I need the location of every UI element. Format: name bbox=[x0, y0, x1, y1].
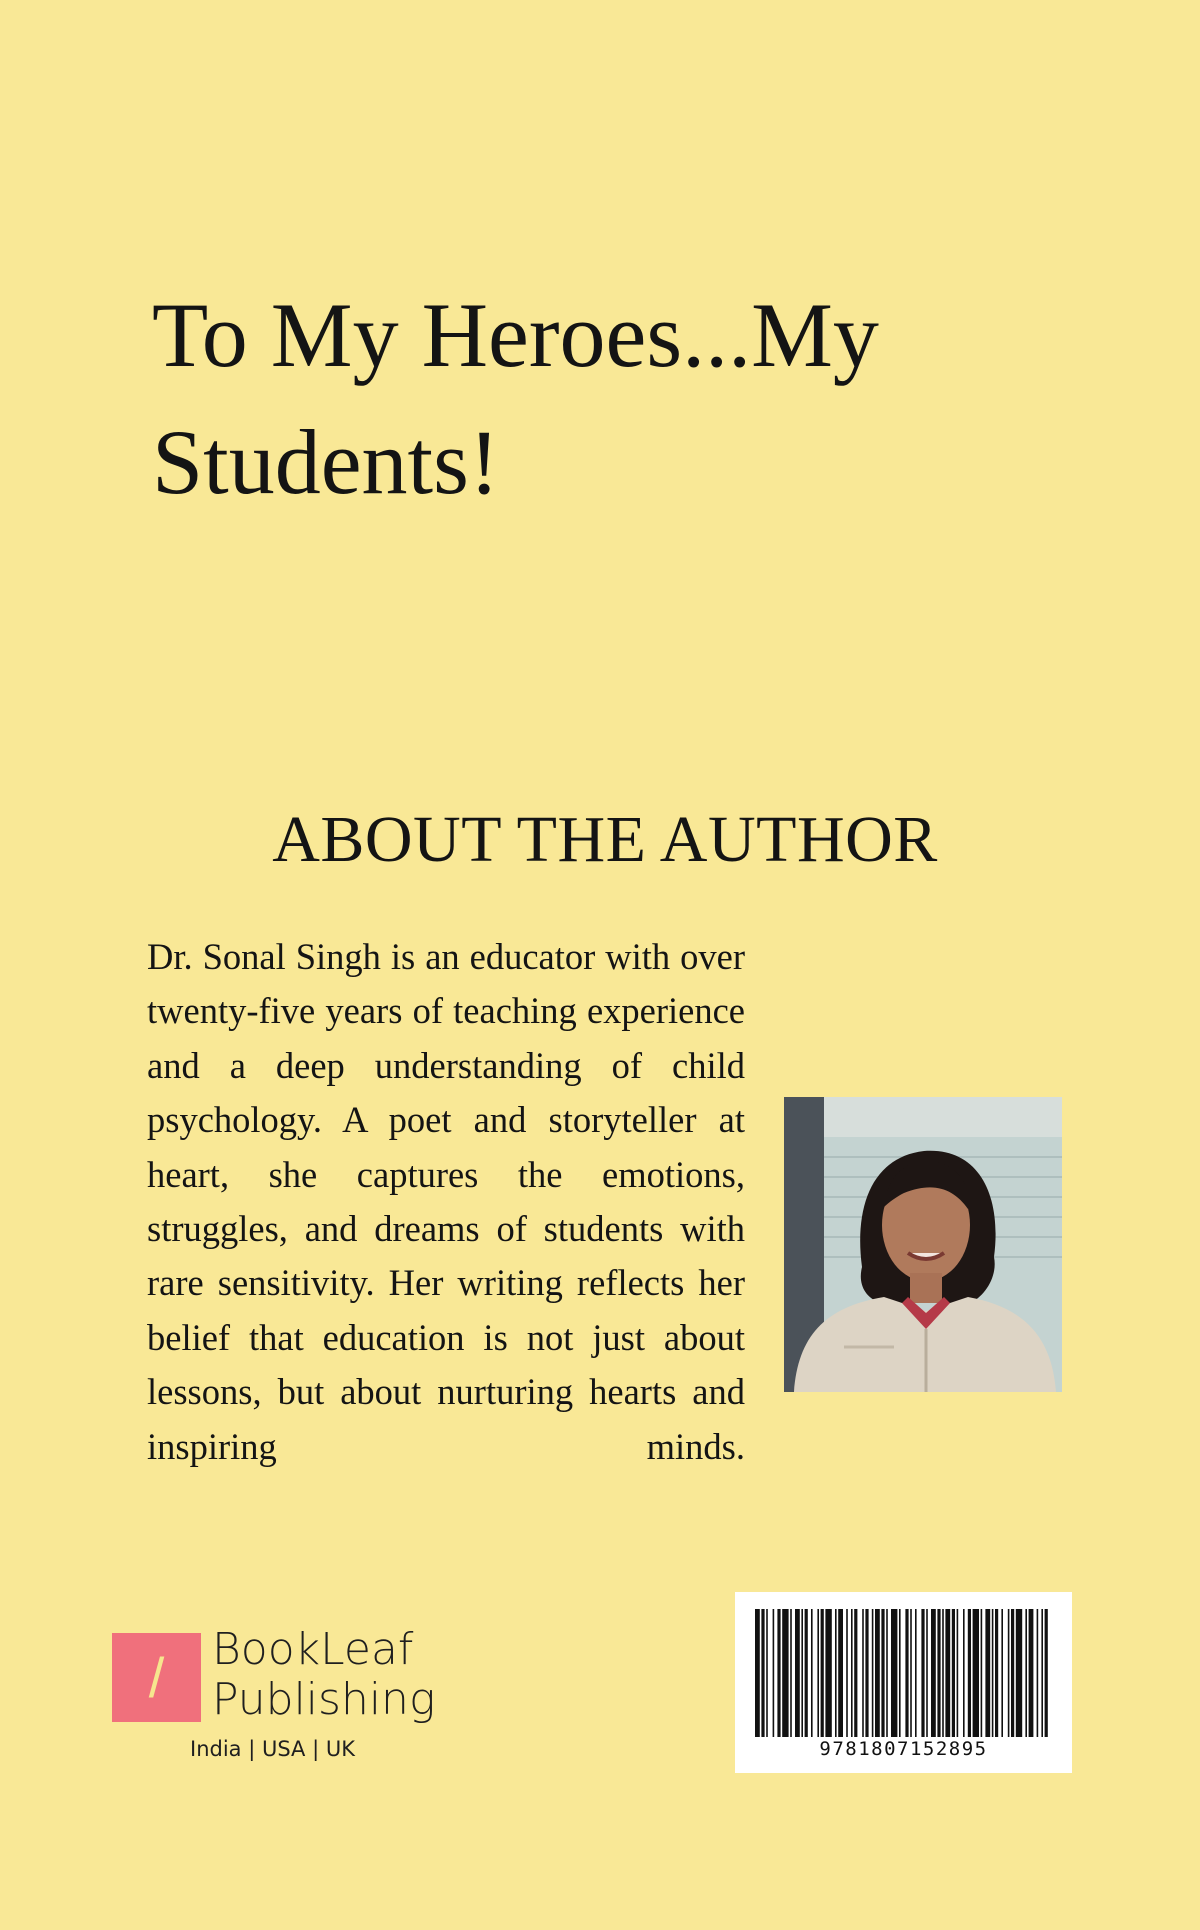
barcode-bar bbox=[899, 1609, 901, 1737]
author-photo bbox=[784, 1097, 1062, 1392]
barcode-icon bbox=[753, 1609, 1053, 1737]
author-bio: Dr. Sonal Singh is an educator with over twenty-five years of teaching experience and a deep understanding of child psychology. A poet and storyteller at heart, she captures the emotions, struggles, and dreams of students with rare sensitivity. Her writing reflects her belief that education is not just about lessons, but about nurturing hearts and inspiring minds. bbox=[147, 936, 745, 1467]
barcode-bar bbox=[790, 1609, 792, 1737]
barcode-bar bbox=[905, 1609, 908, 1737]
barcode-bar bbox=[811, 1609, 813, 1737]
barcode-bar bbox=[1001, 1609, 1003, 1737]
isbn-barcode bbox=[735, 1592, 1072, 1773]
title-line-2: Students! bbox=[152, 411, 500, 513]
barcode-bar bbox=[862, 1609, 864, 1737]
barcode-bar bbox=[1045, 1609, 1048, 1737]
barcode-bar bbox=[952, 1609, 955, 1737]
barcode-bar bbox=[942, 1609, 944, 1737]
barcode-bar bbox=[1008, 1609, 1010, 1737]
barcode-bar bbox=[973, 1609, 979, 1737]
barcode-bar bbox=[931, 1609, 936, 1737]
barcode-bar bbox=[968, 1609, 971, 1737]
barcode-bar bbox=[915, 1609, 917, 1737]
barcode-bar bbox=[921, 1609, 924, 1737]
publisher-name-line-2: Publishing bbox=[212, 1674, 436, 1725]
barcode-bar bbox=[846, 1609, 848, 1737]
barcode-bar bbox=[801, 1609, 803, 1737]
barcode-bar bbox=[872, 1609, 874, 1737]
barcode-bar bbox=[817, 1609, 819, 1737]
publisher-name-line-1: BookLeaf bbox=[212, 1624, 414, 1675]
barcode-bar bbox=[835, 1609, 837, 1737]
barcode-bar bbox=[761, 1609, 764, 1737]
barcode-bar bbox=[865, 1609, 868, 1737]
barcode-bar bbox=[881, 1609, 884, 1737]
barcode-bar bbox=[821, 1609, 824, 1737]
barcode-bar bbox=[992, 1609, 994, 1737]
barcode-bar bbox=[782, 1609, 788, 1737]
barcode-bar bbox=[1016, 1609, 1022, 1737]
barcode-bar bbox=[1037, 1609, 1039, 1737]
barcode-bar bbox=[1011, 1609, 1014, 1737]
barcode-bar bbox=[838, 1609, 843, 1737]
book-title bbox=[152, 272, 1052, 526]
author-portrait-icon bbox=[784, 1097, 1062, 1392]
publisher-regions: India | USA | UK bbox=[190, 1737, 355, 1761]
barcode-bar bbox=[886, 1609, 888, 1737]
barcode-bar bbox=[805, 1609, 808, 1737]
barcode-bar bbox=[875, 1609, 880, 1737]
barcode-bar bbox=[795, 1609, 800, 1737]
isbn-number: 9781807152895 bbox=[819, 1738, 988, 1760]
publisher-name bbox=[212, 1625, 472, 1725]
barcode-bar bbox=[755, 1609, 760, 1737]
barcode-bar bbox=[854, 1609, 857, 1737]
barcode-bar bbox=[891, 1609, 897, 1737]
barcode-bar bbox=[957, 1609, 959, 1737]
barcode-bar bbox=[773, 1609, 775, 1737]
barcode-bar bbox=[910, 1609, 912, 1737]
barcode-bar bbox=[1041, 1609, 1043, 1737]
publisher-logo-slash: / bbox=[148, 1646, 165, 1709]
barcode-bar bbox=[937, 1609, 940, 1737]
barcode-bar bbox=[926, 1609, 928, 1737]
barcode-bar bbox=[945, 1609, 950, 1737]
barcode-bar bbox=[851, 1609, 853, 1737]
barcode-bar bbox=[777, 1609, 780, 1737]
barcode-bar bbox=[995, 1609, 998, 1737]
barcode-bar bbox=[1029, 1609, 1034, 1737]
barcode-bar bbox=[825, 1609, 831, 1737]
about-the-author-heading: ABOUT THE AUTHOR bbox=[272, 803, 938, 876]
barcode-bar bbox=[985, 1609, 990, 1737]
barcode-bar bbox=[981, 1609, 983, 1737]
title-line-1: To My Heroes...My bbox=[152, 284, 879, 386]
barcode-bar bbox=[963, 1609, 965, 1737]
barcode-bar bbox=[766, 1609, 768, 1737]
barcode-bar bbox=[1025, 1609, 1027, 1737]
